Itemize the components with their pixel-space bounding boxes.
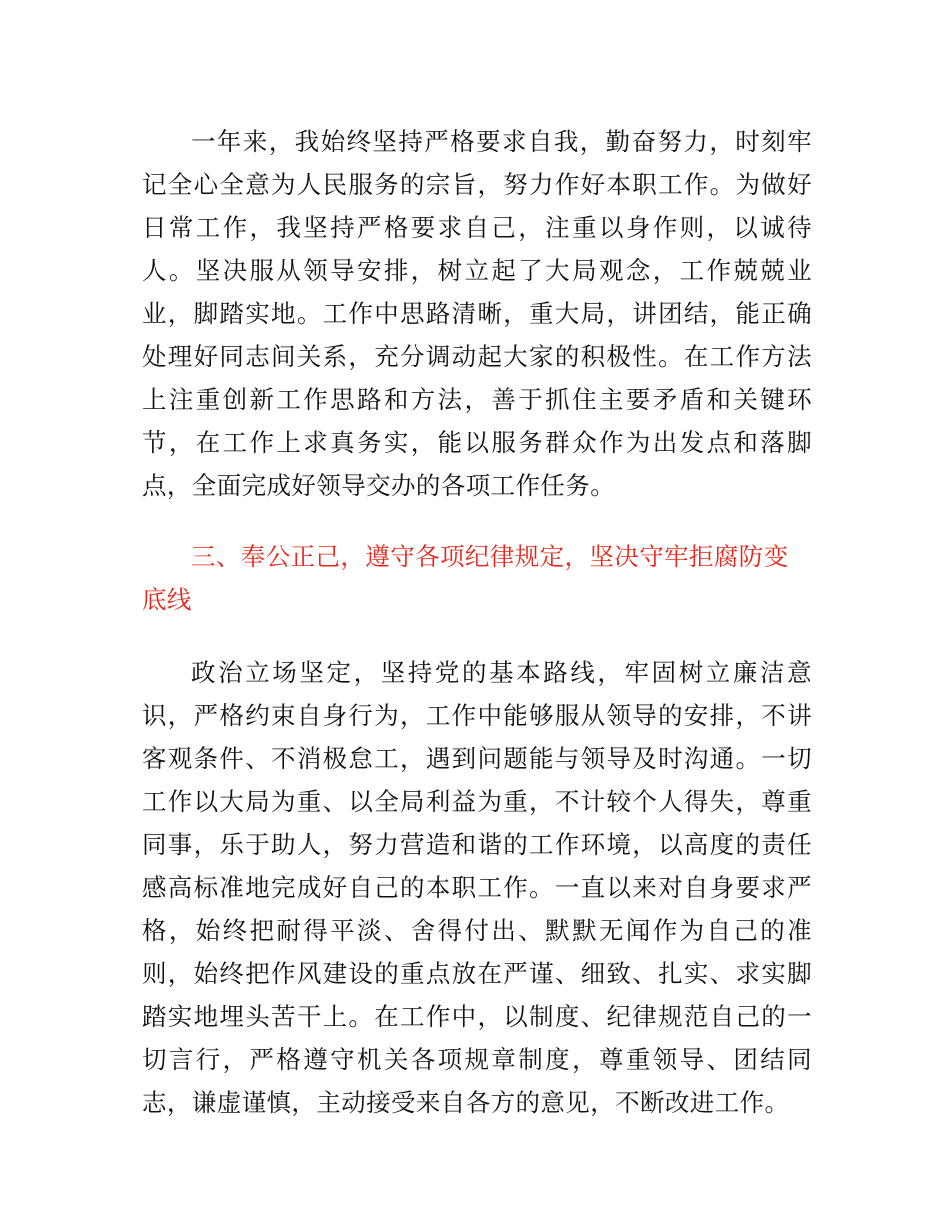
body-paragraph-2: 政治立场坚定，坚持党的基本路线，牢固树立廉洁意识，严格约束自身行为，工作中能够服从领导的安排，不讲客观条件、不消极怠工，遇到问题能与领导及时沟通。一切工作以大局为重、以全局利益为重，不计较个人得失，尊重同事，乐于助人，努力营造和谐的工作环境，以高度的责任感高标准地完成好自己的本职工作。一直以来对自身要求严格，始终把耐得平淡、舍得付出、默默无闻作为自己的准则，始终把作风建设的重点放在严谨、细致、扎实、求实脚踏实地埋头苦干上。在工作中，以制度、纪律规范自己的一切言行，严格遵守机关各项规章制度，尊重领导、团结同志，谦虚谨慎，主动接受来自各方的意见，不断改进工作。 — [142, 658, 812, 1117]
body-paragraph-1: 一年来，我始终坚持严格要求自我，勤奋努力，时刻牢记全心全意为人民服务的宗旨，努力作好本职工作。为做好日常工作，我坚持严格要求自己，注重以身作则，以诚待人。坚决服从领导安排，树立起了大局观念，工作兢兢业业，脚踏实地。工作中思路清晰，重大局，讲团结，能正确处理好同志间关系，充分调动起大家的积极性。在工作方法上注重创新工作思路和方法，善于抓住主要矛盾和关键环节，在工作上求真务实，能以服务群众作为出发点和落脚点，全面完成好领导交办的各项工作任务。 — [142, 127, 812, 500]
section-heading: 三、奉公正己，遵守各项纪律规定，坚决守牢拒腐防变底线 — [142, 542, 789, 614]
